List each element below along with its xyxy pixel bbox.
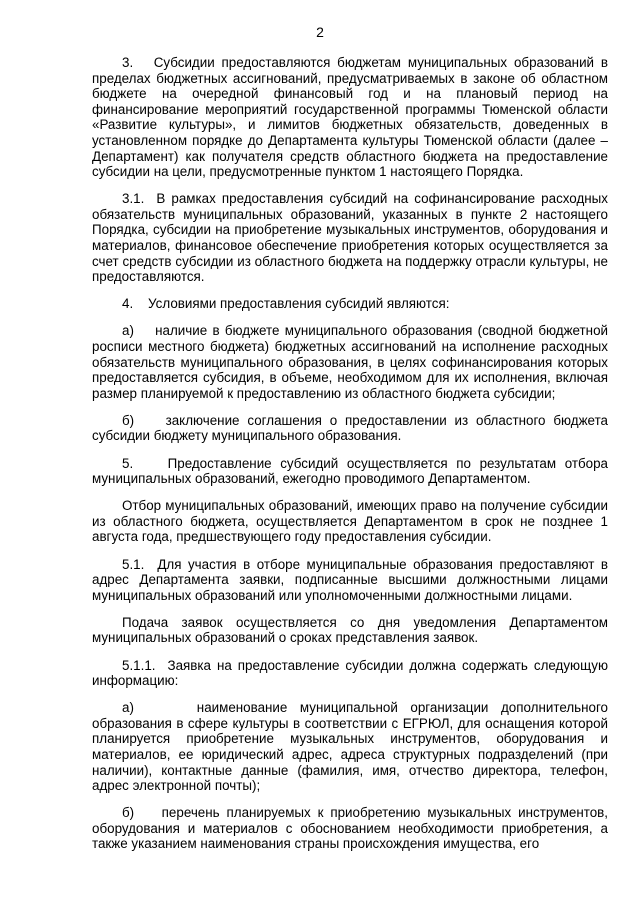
document-body (92, 55, 608, 852)
paragraph-5-1: 5.1. Для участия в отборе муниципальные образования предоставляют в адрес Департамента заявки, подписанные высшими должностными лицами муниципальных образований или уполномоченными должностными лицами. (92, 556, 608, 603)
paragraph-3-1: 3.1. В рамках предоставления субсидий на софинансирование расходных обязательств муниципальных образований, указанных в пункте 2 настоящего Порядка, субсидии на приобретение музыкальных инструментов, оборудования и материалов, финансовое обеспечение приобретения которых осуществляется за счет средств субсидии из областного бюджета на поддержку отрасли культуры, не предоставляются. (92, 191, 608, 285)
paragraph-5-1-1-a: а) наименование муниципальной организации дополнительного образования в сфере культуры в соответствии с ЕГРЮЛ, для оснащения которой планируется приобретение музыкальных инструментов, оборудования и материалов, ее юридический адрес, адреса структурных подразделений (при наличии), контактные данные (фамилия, имя, отчество директора, телефон, адрес электронной почты); (92, 700, 608, 794)
paragraph-3: 3. Субсидии предоставляются бюджетам муниципальных образований в пределах бюджетных ассигнований, предусматриваемых в законе об областном бюджете на очередной финансовый год и на плановый период на финансирование мероприятий государственной программы Тюменской области «Развитие культуры», и лимитов бюджетных обязательств, доведенных в установленном порядке до Департамента культуры Тюменской области (далее – Департамент) как получателя средств областного бюджета на предоставление субсидии на цели, предусмотренные пунктом 1 настоящего Порядка. (92, 55, 608, 180)
paragraph-5-1-submission: Подача заявок осуществляется со дня уведомления Департаментом муниципальных образований о сроках представления заявок. (92, 614, 608, 646)
paragraph-4: 4. Условиями предоставления субсидий являются: (122, 296, 450, 312)
paragraph-5-1-1-b: б) перечень планируемых к приобретению музыкальных инструментов, оборудования и материалов с обоснованием необходимости приобретения, а также указанием наименования страны происхождения имущества, его (92, 805, 608, 852)
paragraph-5-1-1: 5.1.1. Заявка на предоставление субсидии должна содержать следующую информацию: (92, 657, 608, 689)
paragraph-4-b: б) заключение соглашения о предоставлении из областного бюджета субсидии бюджету муниципального образования. (92, 412, 608, 444)
paragraph-5: 5. Предоставление субсидий осуществляется по результатам отбора муниципальных образований, ежегодно проводимого Департаментом. (92, 455, 608, 487)
paragraph-4-a: а) наличие в бюджете муниципального образования (сводной бюджетной росписи местного бюджета) бюджетных ассигнований на исполнение расходных обязательств муниципального образования, в целях софинансирования которых предоставляется субсидия, в объеме, необходимом для их исполнения, включая размер планируемой к предоставлению из областного бюджета субсидии; (92, 323, 608, 401)
paragraph-5-selection: Отбор муниципальных образований, имеющих право на получение субсидии из областного бюджета, осуществляется Департаментом в срок не позднее 1 августа года, предшествующего году предоставления субсидии. (92, 498, 608, 545)
page-number: 2 (316, 24, 324, 40)
